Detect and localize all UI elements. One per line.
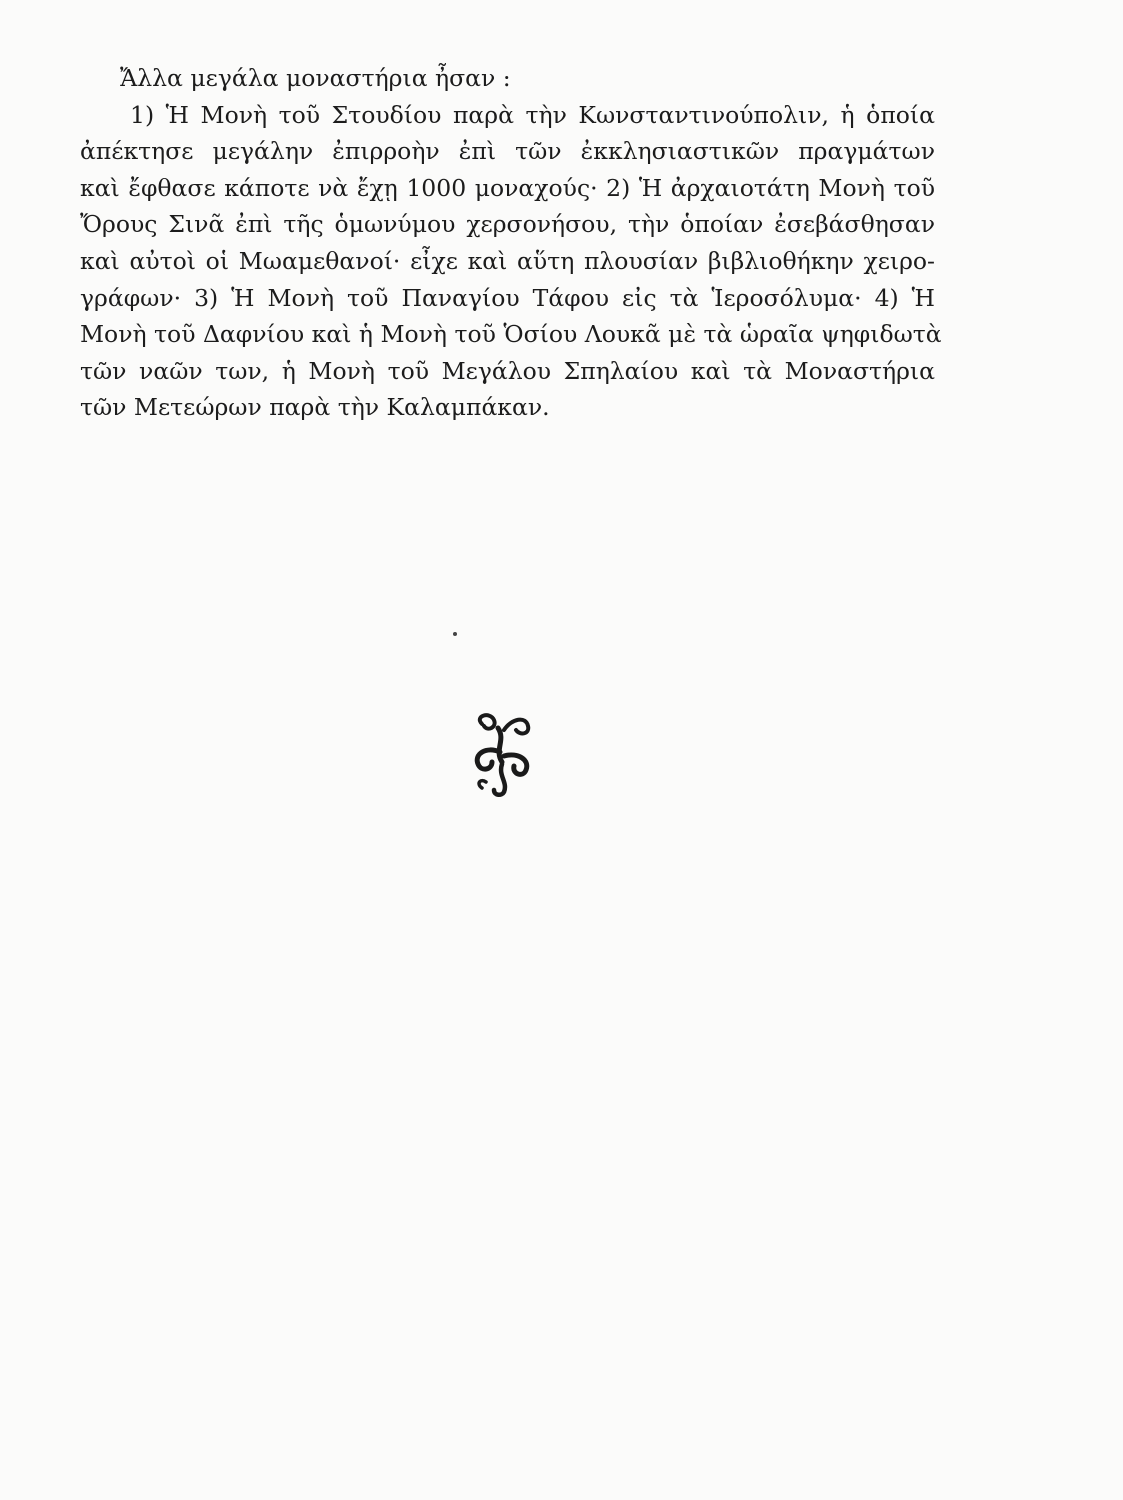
paragraph-line: καὶ ἔφθασε κάποτε νὰ ἔχῃ 1000 μοναχούς· 2) Ἡ ἀρχαιοτάτη Μονὴ τοῦ [80,173,935,202]
intro-line: Ἄλλα μεγάλα μοναστήρια ἦσαν : [120,64,511,92]
paragraph-line: Ὄρους Σινᾶ ἐπὶ τῆς ὁμωνύμου χερσονήσου, τὴν ὁποίαν ἐσεβάσθησαν [80,210,935,239]
text-block [80,60,942,426]
paragraph-line: καὶ αὐτοὶ οἱ Μωαμεθανοί· εἶχε καὶ αὕτη πλουσίαν βιβλιοθήκην χειρο- [80,246,935,275]
paragraph-line: τῶν Μετεώρων παρὰ τὴν Καλαμπάκαν. [80,393,550,422]
ornament-icon [468,712,540,798]
paragraph-line: 1) Ἡ Μονὴ τοῦ Στουδίου παρὰ τὴν Κωνσταντινούπολιν, ἡ ὁποία [130,100,935,129]
paragraph-line: ἀπέκτησε μεγάλην ἐπιρροὴν ἐπὶ τῶν ἐκκλησιαστικῶν πραγμάτων [80,137,935,166]
stray-dot [453,632,457,636]
paragraph-line: γράφων· 3) Ἡ Μονὴ τοῦ Παναγίου Τάφου εἰς τὰ Ἱεροσόλυμα· 4) Ἡ [80,283,935,312]
paragraph-line: τῶν ναῶν των, ἡ Μονὴ τοῦ Μεγάλου Σπηλαίου καὶ τὰ Μοναστήρια [80,356,935,385]
paragraph-line: Μονὴ τοῦ Δαφνίου καὶ ἡ Μονὴ τοῦ Ὁσίου Λουκᾶ μὲ τὰ ὡραῖα ψηφιδωτὰ [80,320,942,349]
